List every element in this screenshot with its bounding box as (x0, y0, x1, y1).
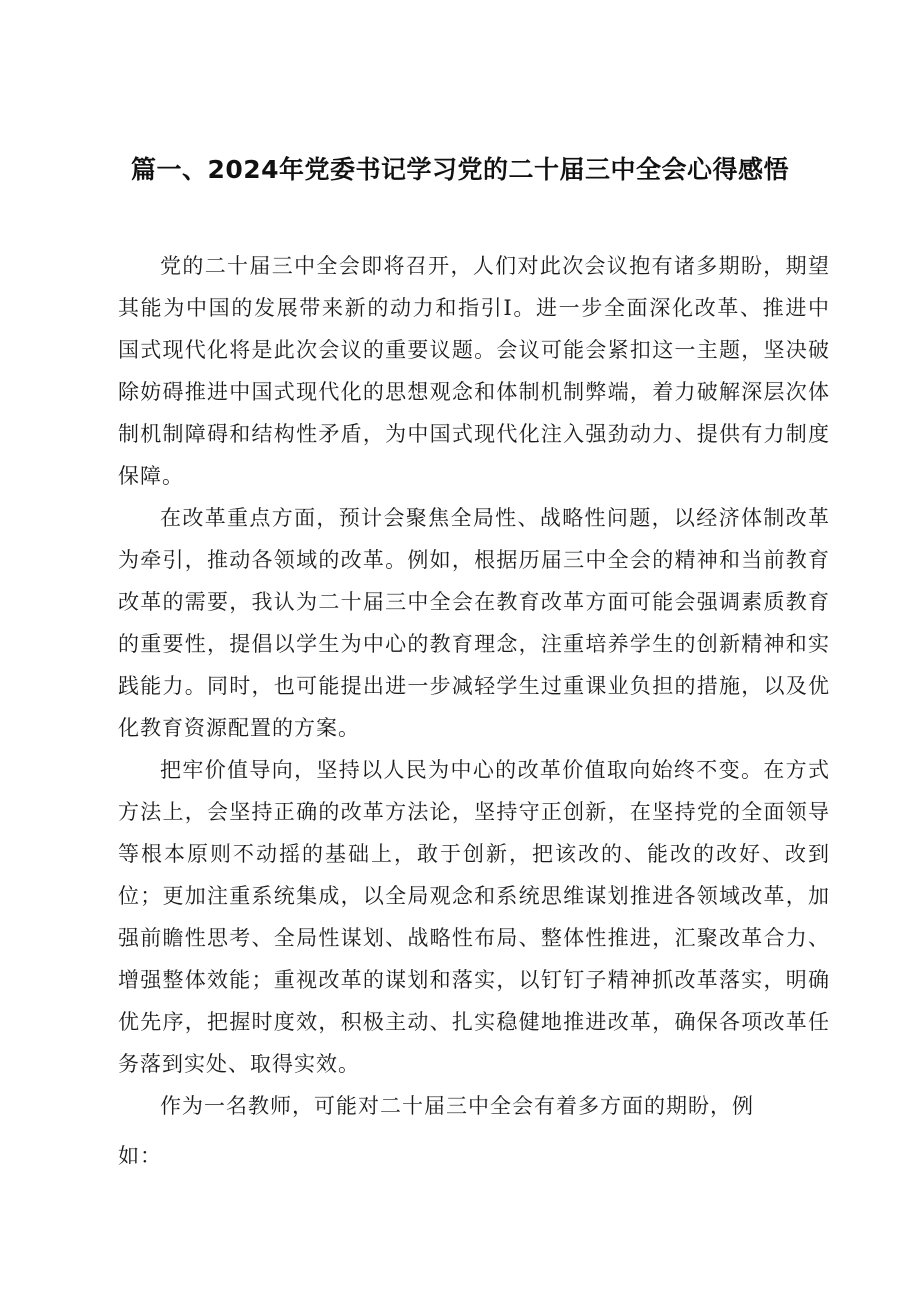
paragraph-1: 党的二十届三中全会即将召开，人们对此次会议抱有诸多期盼，期望其能为中国的发展带来新的动力和指引I。进一步全面深化改革、推进中国式现代化将是此次会议的重要议题。会议可能会紧扣这一主题，坚决破除妨碍推进中国式现代化的思想观念和体制机制弊端，着力破解深层次体制机制障碍和结构性矛盾，为中国式现代化注入强劲动力、提供有力制度保障。 (118, 254, 830, 488)
document-title: 篇一、2024年党委书记学习党的二十届三中全会心得感悟 (130, 155, 790, 184)
paragraph-4-continuation: 如： (118, 1144, 162, 1168)
document-body (118, 245, 830, 1177)
paragraph-4: 作为一名教师，可能对二十届三中全会有着多方面的期盼，例 (160, 1094, 754, 1118)
paragraph-2: 在改革重点方面，预计会聚焦全局性、战略性问题，以经济体制改革为牵引，推动各领域的改革。例如，根据历届三中全会的精神和当前教育改革的需要，我认为二十届三中全会在教育改革方面可能会强调素质教育的重要性，提倡以学生为中心的教育理念，注重培养学生的创新精神和实践能力。同时，也可能提出进一步减轻学生过重课业负担的措施，以及优化教育资源配置的方案。 (118, 506, 830, 740)
paragraph-3: 把牢价值导向，坚持以人民为中心的改革价值取向始终不变。在方式方法上，会坚持正确的改革方法论，坚持守正创新，在坚持党的全面领导等根本原则不动摇的基础上，敢于创新，把该改的、能改的改好、改到位；更加注重系统集成，以全局观念和系统思维谋划推进各领域改革，加强前瞻性思考、全局性谋划、战略性布局、整体性推进，汇聚改革合力、增强整体效能；重视改革的谋划和落实，以钉钉子精神抓改革落实，明确优先序，把握时度效，积极主动、扎实稳健地推进改革，确保各项改革任务落到实处、取得实效。 (118, 758, 830, 1076)
